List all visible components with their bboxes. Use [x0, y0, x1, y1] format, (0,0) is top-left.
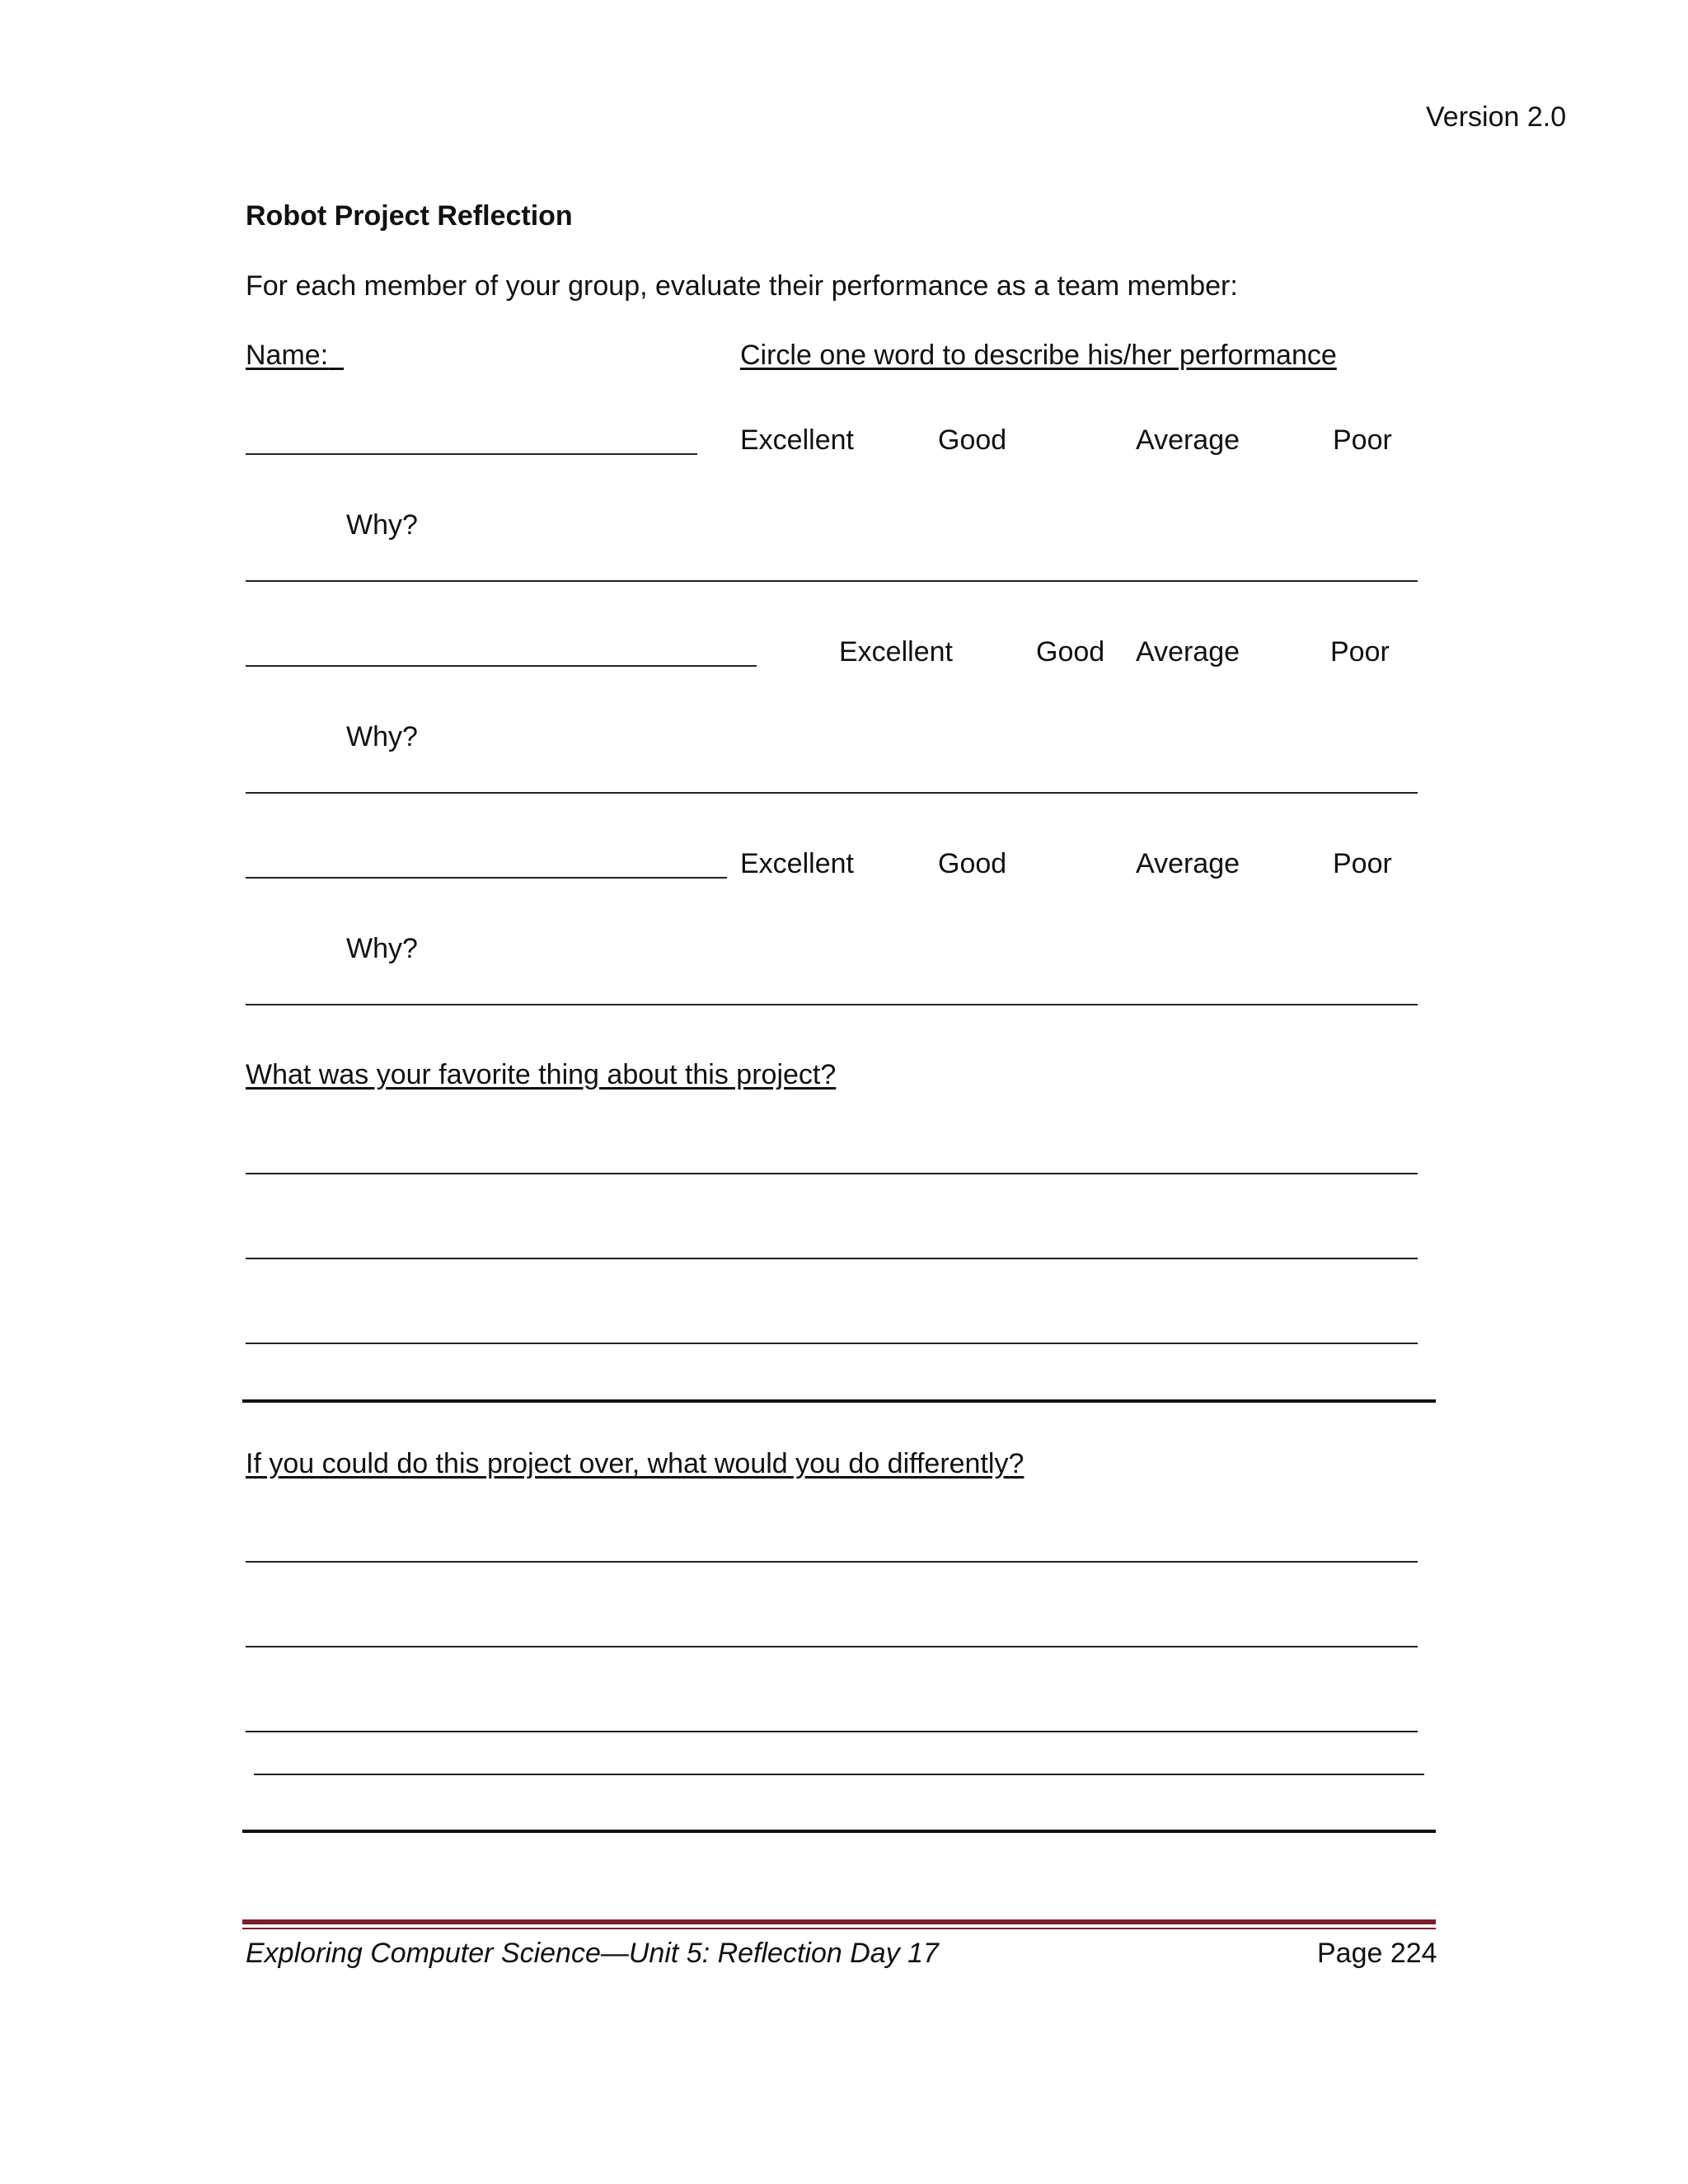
member-3-rating-poor[interactable]: Poor — [1333, 848, 1392, 879]
answer-2-line-1[interactable] — [246, 1561, 1418, 1563]
member-1-rating-good[interactable]: Good — [938, 424, 1007, 456]
answer-1-line-2[interactable] — [246, 1258, 1418, 1259]
member-3-rating-excellent[interactable]: Excellent — [740, 848, 854, 879]
rating-instruction: Circle one word to describe his/her performance — [740, 340, 1337, 371]
member-2-why-label: Why? — [346, 721, 418, 752]
member-2-why-field[interactable] — [246, 792, 1418, 794]
footer-rule-thin — [242, 1928, 1436, 1929]
page-title: Robot Project Reflection — [246, 200, 573, 232]
answer-2-line-3[interactable] — [246, 1731, 1418, 1732]
question-favorite: What was your favorite thing about this project? — [246, 1059, 837, 1090]
answer-1-line-1[interactable] — [246, 1173, 1418, 1174]
instructions: For each member of your group, evaluate their performance as a team member: — [246, 270, 1238, 302]
footer-rule — [242, 1919, 1436, 1924]
footer-course: Exploring Computer Science—Unit 5: Reflection Day 17 — [246, 1938, 939, 1969]
member-3-rating-good[interactable]: Good — [938, 848, 1007, 879]
member-2-rating-average[interactable]: Average — [1136, 636, 1240, 668]
name-column-label: Name: — [246, 340, 329, 371]
version-label: Version 2.0 — [1426, 101, 1567, 133]
member-1-rating-average[interactable]: Average — [1136, 424, 1240, 456]
member-1-rating-poor[interactable]: Poor — [1333, 424, 1392, 456]
member-2-rating-good[interactable]: Good — [1036, 636, 1105, 668]
member-1-why-field[interactable] — [246, 580, 1418, 582]
member-3-why-field[interactable] — [246, 1004, 1418, 1005]
section-divider-2 — [242, 1830, 1436, 1833]
member-2-rating-excellent[interactable]: Excellent — [839, 636, 953, 668]
member-3-why-label: Why? — [346, 933, 418, 964]
member-3-name-field[interactable] — [246, 877, 727, 879]
answer-2-line-4[interactable] — [254, 1774, 1424, 1775]
question-differently: If you could do this project over, what would you do differently? — [246, 1448, 1025, 1479]
member-1-rating-excellent[interactable]: Excellent — [740, 424, 854, 456]
footer-page-number: Page 224 — [1317, 1938, 1437, 1969]
member-2-rating-poor[interactable]: Poor — [1330, 636, 1390, 668]
answer-2-line-2[interactable] — [246, 1646, 1418, 1647]
answer-1-line-3[interactable] — [246, 1343, 1418, 1344]
member-3-rating-average[interactable]: Average — [1136, 848, 1240, 879]
member-2-name-field[interactable] — [246, 665, 757, 667]
section-divider-1 — [242, 1399, 1436, 1403]
member-1-why-label: Why? — [346, 509, 418, 541]
member-1-name-field[interactable] — [246, 453, 697, 455]
